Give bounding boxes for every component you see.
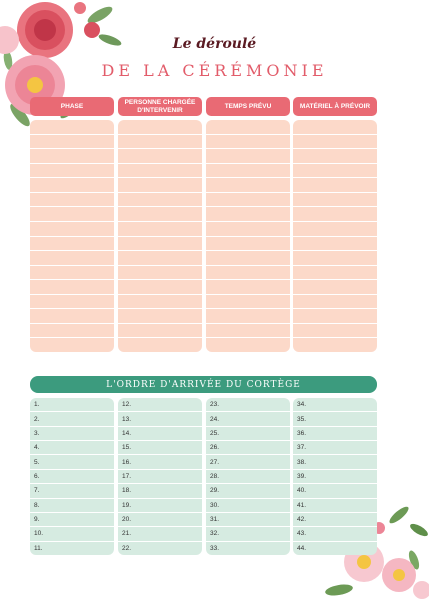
table-cell[interactable] [30, 280, 114, 295]
column-header-time: TEMPS PRÉVU [206, 97, 290, 116]
table-cell[interactable] [206, 178, 290, 193]
column-header-phase: PHASE [30, 97, 114, 116]
table-cell[interactable] [118, 266, 202, 281]
table-cell[interactable] [118, 120, 202, 135]
table-cell[interactable] [30, 149, 114, 164]
cortege-entry-line[interactable]: 5. [30, 455, 114, 469]
table-cell[interactable] [206, 280, 290, 295]
cortege-entry-line[interactable]: 15. [118, 441, 202, 455]
table-cell[interactable] [118, 309, 202, 324]
table-cell[interactable] [118, 207, 202, 222]
table-cell[interactable] [206, 309, 290, 324]
cortege-entry-line[interactable]: 44. [297, 544, 307, 552]
cortege-entry-line[interactable]: 13. [118, 412, 202, 426]
table-cell[interactable] [30, 338, 114, 352]
table-cell[interactable] [293, 266, 377, 281]
cortege-entry-line[interactable]: 17. [118, 470, 202, 484]
cortege-entry-line[interactable]: 22. [122, 544, 132, 552]
table-cell[interactable] [206, 324, 290, 339]
table-cell[interactable] [293, 309, 377, 324]
cortege-column-1 [30, 398, 114, 555]
table-cell[interactable] [293, 207, 377, 222]
table-cell[interactable] [30, 295, 114, 310]
table-cell[interactable] [118, 135, 202, 150]
table-cell[interactable] [206, 266, 290, 281]
cortege-entry-line[interactable]: 2. [30, 412, 114, 426]
table-cell[interactable] [118, 164, 202, 179]
cortege-entry-line[interactable]: 33. [210, 544, 220, 552]
table-cell[interactable] [206, 193, 290, 208]
table-cell[interactable] [30, 309, 114, 324]
cortege-entry-line[interactable]: 26. [206, 441, 290, 455]
table-cell[interactable] [30, 222, 114, 237]
table-cell[interactable] [206, 222, 290, 237]
cortege-entry-line[interactable]: 7. [30, 484, 114, 498]
table-cell[interactable] [293, 237, 377, 252]
table-cell[interactable] [206, 207, 290, 222]
cortege-entry-line[interactable]: 4. [30, 441, 114, 455]
cortege-entry-line[interactable]: 16. [118, 455, 202, 469]
table-cell[interactable] [293, 178, 377, 193]
table-cell[interactable] [30, 207, 114, 222]
table-cell[interactable] [118, 149, 202, 164]
cortege-entry-line[interactable]: 42. [293, 513, 377, 527]
table-cell[interactable] [118, 338, 202, 352]
cortege-entry-line[interactable]: 14. [118, 427, 202, 441]
table-cell[interactable] [30, 266, 114, 281]
cortege-entry-line[interactable]: 1. [30, 398, 114, 412]
phase-column-cells[interactable] [30, 120, 114, 352]
cortege-entry-line[interactable]: 28. [206, 470, 290, 484]
cortege-entry-line[interactable]: 11. [34, 544, 43, 552]
cortege-entry-line[interactable]: 21. [118, 527, 202, 541]
cortege-entry-line[interactable]: 43. [293, 527, 377, 541]
cortege-entry-line[interactable]: 24. [206, 412, 290, 426]
table-cell[interactable] [206, 338, 290, 352]
cortege-entry-line[interactable]: 30. [206, 499, 290, 513]
cortege-entry-line[interactable]: 32. [206, 527, 290, 541]
table-cell[interactable] [293, 280, 377, 295]
table-cell[interactable] [293, 193, 377, 208]
table-cell[interactable] [293, 149, 377, 164]
cortege-entry-line[interactable]: 38. [293, 455, 377, 469]
cortege-entry-line[interactable]: 8. [30, 499, 114, 513]
column-header-material: MATÉRIEL À PRÉVOIR [293, 97, 377, 116]
table-cell[interactable] [30, 120, 114, 135]
cortege-entry-line[interactable]: 41. [293, 499, 377, 513]
cortege-entry-line[interactable]: 39. [293, 470, 377, 484]
table-cell[interactable] [118, 222, 202, 237]
table-cell[interactable] [118, 280, 202, 295]
table-cell[interactable] [293, 251, 377, 266]
cortege-entry-line[interactable]: 19. [118, 499, 202, 513]
cortege-entry-line[interactable]: 40. [293, 484, 377, 498]
table-cell[interactable] [293, 324, 377, 339]
table-cell[interactable] [206, 164, 290, 179]
table-cell[interactable] [118, 295, 202, 310]
cortege-entry-line[interactable]: 31. [206, 513, 290, 527]
material-column-cells[interactable] [293, 120, 377, 352]
time-column-cells[interactable] [206, 120, 290, 352]
cortege-entry-line[interactable]: 37. [293, 441, 377, 455]
cortege-entry-line[interactable]: 35. [293, 412, 377, 426]
table-cell[interactable] [206, 120, 290, 135]
cortege-entry-line[interactable]: 23. [206, 398, 290, 412]
table-cell[interactable] [118, 193, 202, 208]
cortege-entry-line[interactable]: 36. [293, 427, 377, 441]
table-cell[interactable] [30, 237, 114, 252]
cortege-column-2 [118, 398, 202, 555]
table-cell[interactable] [293, 135, 377, 150]
table-cell[interactable] [293, 222, 377, 237]
table-cell[interactable] [118, 178, 202, 193]
table-cell[interactable] [30, 135, 114, 150]
cortege-entry-line[interactable]: 10. [30, 527, 114, 541]
table-cell[interactable] [118, 324, 202, 339]
cortege-column-3 [206, 398, 290, 555]
table-cell[interactable] [118, 237, 202, 252]
page-title: DE LA CÉRÉMONIE [101, 61, 328, 80]
cortege-entry-line[interactable]: 6. [30, 470, 114, 484]
cortege-section-title: L'ORDRE D'ARRIVÉE DU CORTÈGE [30, 376, 377, 393]
page-script-title: Le déroulé [172, 36, 257, 52]
cortege-entry-line[interactable]: 25. [206, 427, 290, 441]
table-cell[interactable] [30, 164, 114, 179]
cortege-entry-line[interactable]: 27. [206, 455, 290, 469]
cortege-entry-line[interactable]: 34. [293, 398, 377, 412]
table-cell[interactable] [118, 251, 202, 266]
column-header-person: PERSONNE CHARGÉE D'INTERVENIR [118, 97, 202, 116]
cortege-entry-line[interactable]: 20. [118, 513, 202, 527]
table-cell[interactable] [206, 149, 290, 164]
table-cell[interactable] [206, 237, 290, 252]
cortege-entry-line[interactable]: 29. [206, 484, 290, 498]
table-cell[interactable] [293, 295, 377, 310]
cortege-column-4 [293, 398, 377, 555]
person-column-cells[interactable] [118, 120, 202, 352]
table-cell[interactable] [30, 193, 114, 208]
table-cell[interactable] [206, 135, 290, 150]
table-cell[interactable] [293, 164, 377, 179]
table-cell[interactable] [293, 338, 377, 352]
table-cell[interactable] [30, 178, 114, 193]
cortege-entry-line[interactable]: 18. [118, 484, 202, 498]
table-cell[interactable] [30, 324, 114, 339]
table-cell[interactable] [206, 295, 290, 310]
table-cell[interactable] [206, 251, 290, 266]
cortege-entry-line[interactable]: 3. [30, 427, 114, 441]
cortege-entry-line[interactable]: 12. [118, 398, 202, 412]
table-cell[interactable] [30, 251, 114, 266]
table-cell[interactable] [293, 120, 377, 135]
cortege-entry-line[interactable]: 9. [30, 513, 114, 527]
